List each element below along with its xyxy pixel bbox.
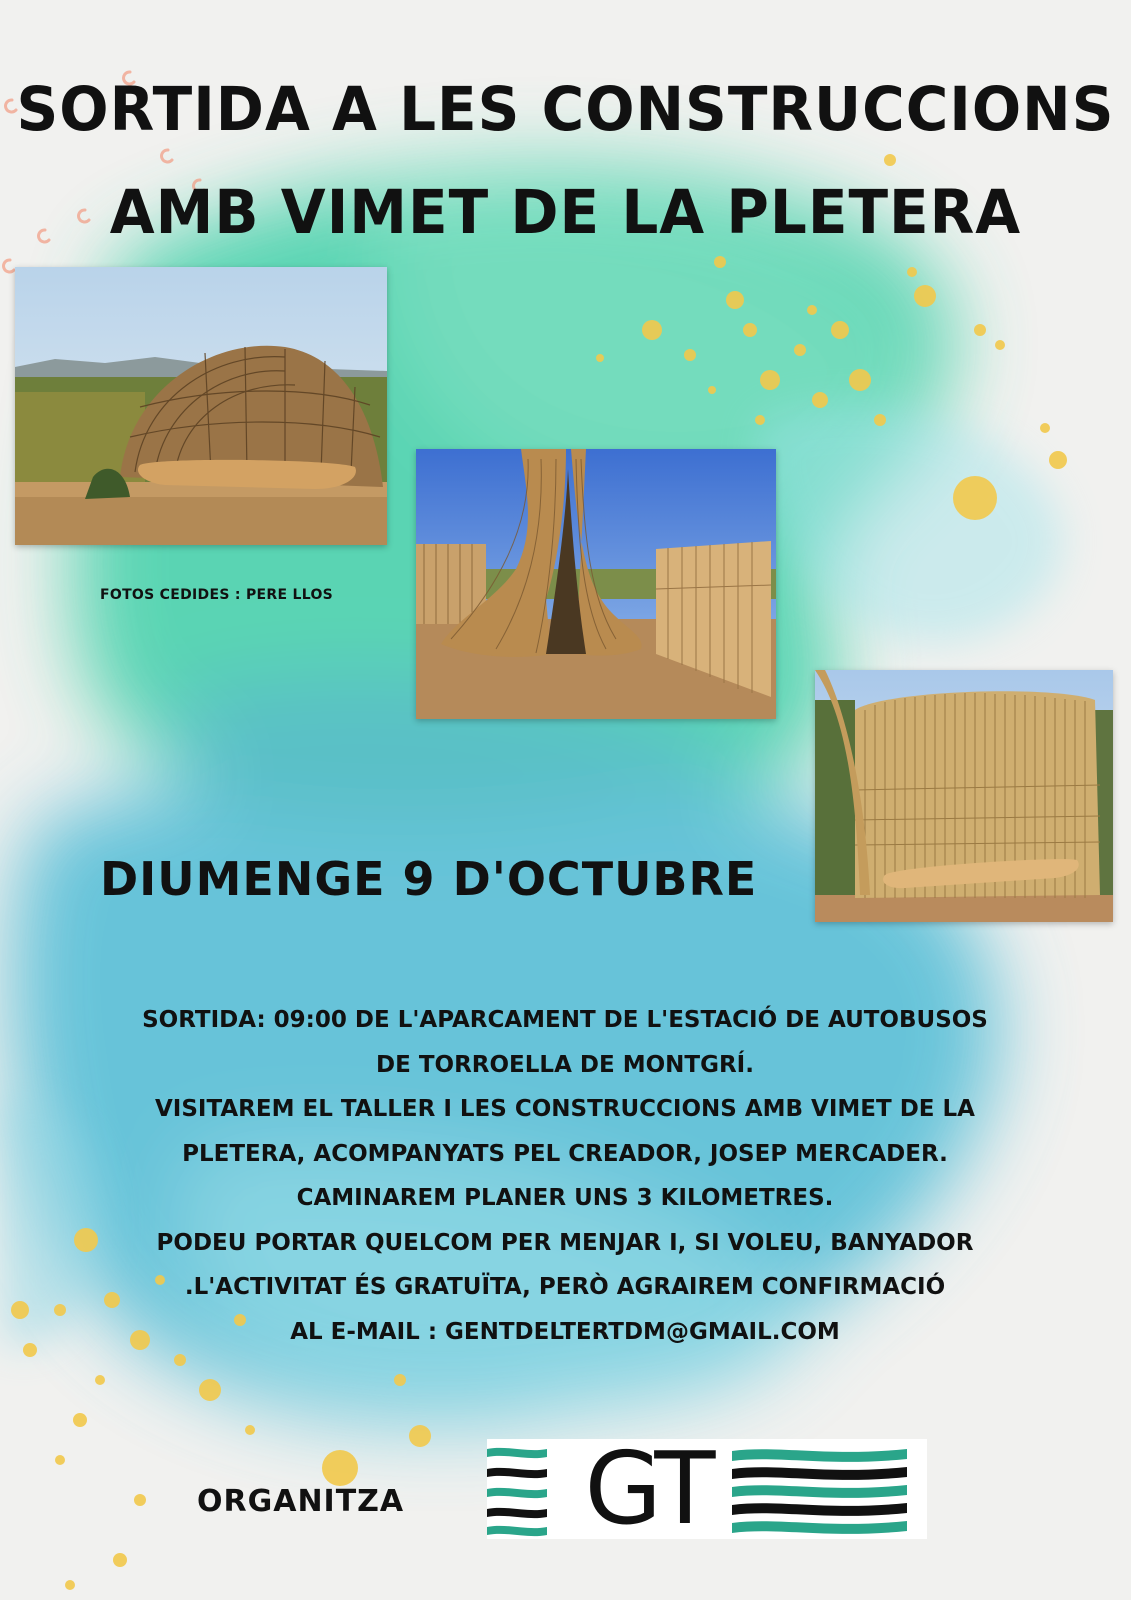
photo-reed-bench bbox=[815, 670, 1113, 922]
event-date: DIUMENGE 9 D'OCTUBRE bbox=[100, 852, 758, 906]
details-line: CAMINAREM PLANER UNS 3 KILOMETRES. bbox=[296, 1185, 834, 1211]
details-line: PLETERA, ACOMPANYATS PEL CREADOR, JOSEP MERCADER. bbox=[182, 1140, 948, 1167]
title-line-2: AMB VIMET DE LA PLETERA bbox=[109, 176, 1022, 248]
gt-logo bbox=[487, 1430, 927, 1547]
logo-lettering: GT bbox=[584, 1430, 712, 1547]
photo-wicker-dome bbox=[15, 267, 387, 545]
details-line: PODEU PORTAR QUELCOM PER MENJAR I, SI VOLEU, BANYADOR bbox=[156, 1229, 974, 1256]
details-line: .L'ACTIVITAT ÉS GRATUÏTA, PERÒ AGRAIREM CONFIRMACIÓ bbox=[184, 1274, 946, 1300]
details-line: DE TORROELLA DE MONTGRÍ. bbox=[376, 1051, 754, 1078]
organizer-label: ORGANITZA bbox=[197, 1484, 405, 1519]
details-line: VISITAREM EL TALLER I LES CONSTRUCCIONS AMB VIMET DE LA bbox=[155, 1096, 975, 1122]
details-line: AL E-MAIL : GENTDELTERTDM@GMAIL.COM bbox=[290, 1318, 840, 1345]
details-line: SORTIDA: 09:00 DE L'APARCAMENT DE L'ESTACIÓ DE AUTOBUSOS bbox=[142, 1007, 988, 1033]
photo-credit: FOTOS CEDIDES : PERE LLOS bbox=[100, 587, 334, 603]
title-line-1: SORTIDA A LES CONSTRUCCIONS bbox=[16, 73, 1115, 145]
event-details bbox=[60, 998, 1070, 1354]
photo-wicker-tower bbox=[416, 449, 776, 719]
